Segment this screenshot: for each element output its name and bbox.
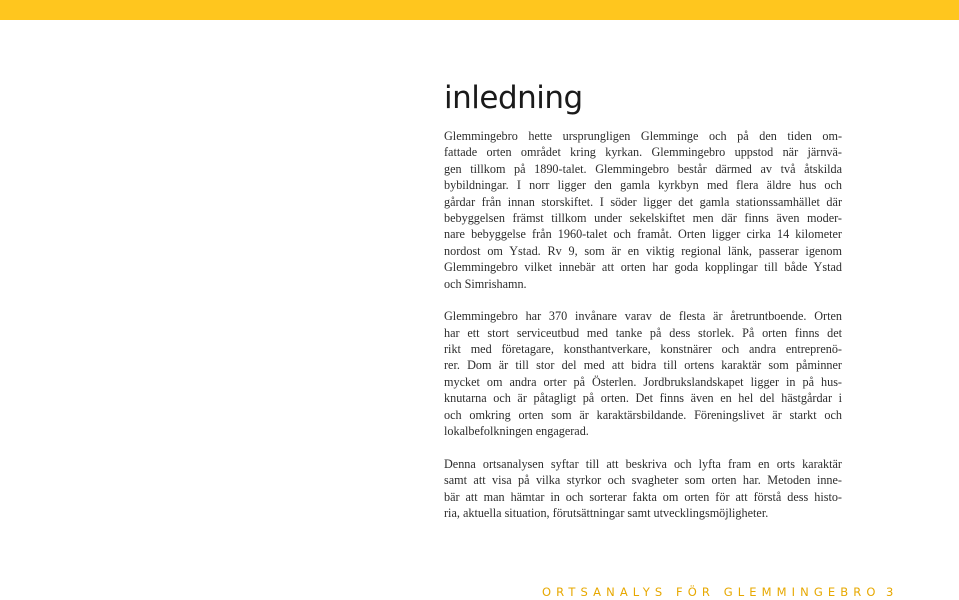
paragraph-3 [444, 456, 842, 522]
paragraph-line: bybildningar. I norr ligger den gamla kyrkbyn med flera äldre hus och [444, 178, 842, 193]
paragraph-line: samt att visa på vilka styrkor och svagheter som orten har. Metoden inne- [444, 473, 842, 488]
paragraph-line: har ett stort serviceutbud med tanke på dess storlek. På orten finns det [444, 325, 842, 340]
paragraph-spacer [444, 292, 842, 308]
paragraph-line: mycket om andra orter på Österlen. Jordbrukslandskapet ligger in på hus- [444, 374, 842, 389]
paragraph-line: fattade orten området kring kyrkan. Glemmingebro uppstod när järnvä- [444, 145, 842, 160]
top-accent-bar [0, 0, 959, 20]
paragraph-line: Glemmingebro vilket innebär att orten har goda kopplingar till både Ystad [444, 260, 842, 275]
paragraph-line: nare bebyggelse från 1960-talet och framåt. Orten ligger cirka 14 kilometer [444, 227, 842, 242]
paragraph-line: ria, aktuella situation, förutsättningar samt utvecklingsmöjligheter. [444, 505, 769, 520]
paragraph-line: bebyggelsen främst tillkom under sekelskiftet men där finns även moder- [444, 210, 842, 225]
paragraph-line: gårdar från innan storskiftet. I söder ligger det gamla stationssamhället där [444, 194, 842, 209]
body-text [444, 128, 842, 521]
paragraph-line: Glemmingebro har 370 invånare varav de flesta är åretruntboende. Orten [444, 309, 842, 324]
paragraph-spacer [444, 439, 842, 455]
paragraph-line: Glemmingebro hette ursprungligen Glemminge och på den tiden om- [444, 129, 842, 143]
paragraph-2 [444, 308, 842, 439]
paragraph-line: nordost om Ystad. Rv 9, som är en viktig regional länk, passerar igenom [444, 243, 842, 258]
paragraph-line: Denna ortsanalysen syftar till att beskriva och lyfta fram en orts karaktär [444, 456, 842, 471]
paragraph-line: lokalbefolkningen engagerad. [444, 424, 589, 439]
paragraph-line: rikt med företagare, konsthantverkare, konstnärer och andra entreprenö- [444, 342, 842, 357]
footer-title: ORTSANALYS FÖR GLEMMINGEBRO [542, 585, 881, 599]
paragraph-line: och Simrishamn. [444, 276, 527, 291]
paragraph-line: rer. Dom är till stor del med att bidra till ortens karaktär som påminner [444, 358, 842, 373]
paragraph-1 [444, 128, 842, 292]
page-title: inledning [444, 80, 583, 116]
page-number: 3 [886, 585, 894, 599]
paragraph-line: gen tillkom på 1890-talet. Glemmingebro består därmed av två åtskilda [444, 161, 842, 176]
paragraph-line: bär att man hämtar in och sorterar fakta om orten för att förstå dess histo- [444, 489, 842, 504]
paragraph-line: och omkring orten som är karaktärsbildande. Föreningslivet är starkt och [444, 407, 842, 422]
paragraph-line: knutarna och är påtagligt på orten. Det finns även en hel del hästgårdar i [444, 391, 842, 406]
